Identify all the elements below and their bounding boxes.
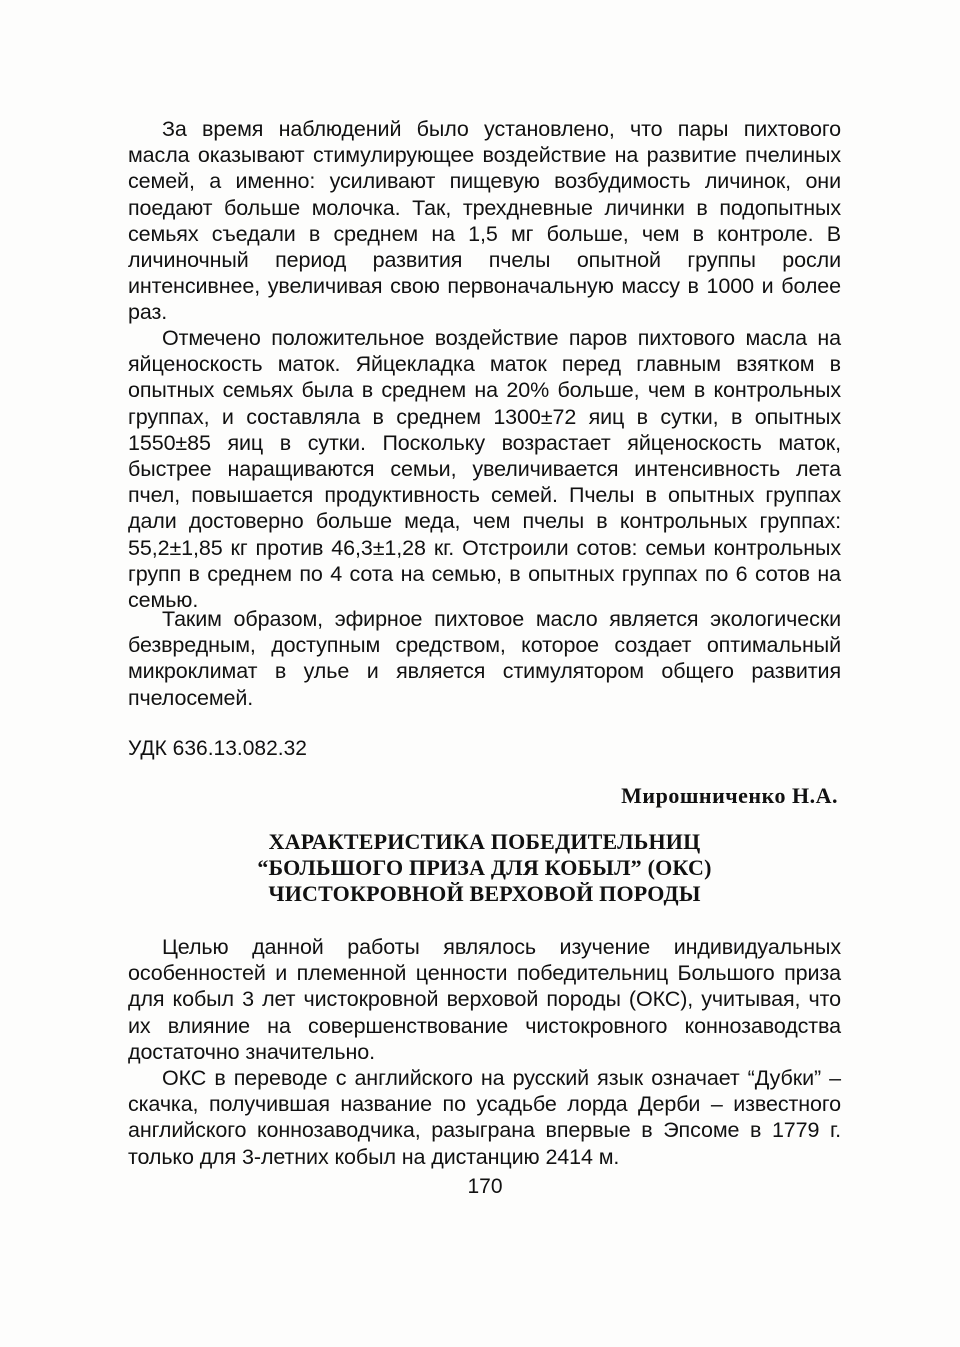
paragraph-fir-oil-larvae: За время наблюдений было установлено, что пары пихтового масла оказывают стимулирующее воздействие на развитие пчелиных семей, а именно: усиливают пищевую возбудимость личинок, они поедают больше молочка. Так, трехдневные личинки в подопытных семьях съедали в среднем на 1,5 мг больше, чем в контроле. В личиночный период развития пчелы опытной группы росли интенсивнее, увеличивая свою первоначальную массу в 1000 и более раз. [128, 117, 841, 325]
paragraph-oaks-history: ОКС в переводе с английского на русский язык означает “Дубки” – скачка, получившая название по усадьбе лорда Дерби – известного английского коннозаводчика, разыграна впервые в Эпсоме в 1779 г. только для 3-летних кобыл на дистанцию 2414 м. [128, 1066, 841, 1169]
title-line: “БОЛЬШОГО ПРИЗА ДЛЯ КОБЫЛ” (ОКС) [257, 855, 712, 880]
author-name: Мирошниченко Н.А. [621, 783, 838, 808]
paragraph-queen-egg-laying: Отмечено положительное воздействие паров пихтового масла на яйценоскость маток. Яйцекладка маток перед главным взятком в опытных семьях была в среднем на 20% больше, чем в контрольных группах, и составляла в среднем 1300±72 яиц в сутки, в опытных 1550±85 яиц в сутки. Поскольку возрастает яйценоскость маток, быстрее наращиваются семьи, увеличивается интенсивность лета пчел, повышается продуктивность семей. Пчелы в опытных группах дали достоверно больше меда, чем пчелы в контрольных группах: 55,2±1,85 кг против 46,3±1,28 кг. Отстроили сотов: семьи контрольных групп в среднем по 4 сота на семью, в опытных группах по 6 сотов на семью. [128, 326, 841, 613]
paragraph-article-goal: Целью данной работы являлось изучение индивидуальных особенностей и племенной ценности победительниц Большого приза для кобыл 3 лет чистокровной верховой породы (ОКС), учитывая, что их влияние на совершенствование чистокровного коннозаводства достаточно значительно. [128, 935, 841, 1064]
title-line: ЧИСТОКРОВНОЙ ВЕРХОВОЙ ПОРОДЫ [268, 881, 701, 906]
article-title [128, 829, 841, 907]
udk-code: УДК 636.13.082.32 [128, 737, 307, 760]
page-number: 170 [467, 1175, 503, 1198]
paragraph-conclusion: Таким образом, эфирное пихтовое масло является экологически безвредным, доступным средством, которое создает оптимальный микроклимат в улье и является стимулятором общего развития пчелосемей. [128, 607, 841, 710]
title-line: ХАРАКТЕРИСТИКА ПОБЕДИТЕЛЬНИЦ [268, 829, 701, 854]
